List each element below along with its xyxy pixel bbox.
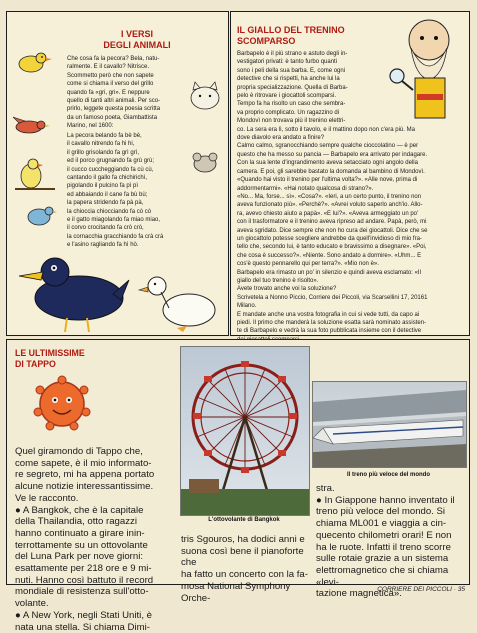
verse-line: il cavallo nitrendo fa hi hi,: [67, 141, 135, 148]
intro-line: Marino, nel 1600:: [67, 123, 114, 130]
mystery-line: piedi. Il primo che manderà la soluzione esatta sarà nominato assisten-: [237, 320, 427, 326]
verse-line: e l'asino ragliando fa hì hò.: [67, 242, 139, 249]
tappo-line: treno più veloce del mondo. Si: [316, 506, 446, 518]
tappo-line: ha fatto un concerto con la fa-: [181, 569, 308, 581]
mystery-title: [237, 25, 387, 46]
tappo-column-left: [15, 446, 177, 633]
mystery-line: Mondovì non trovava più il trenino elettri-: [237, 118, 346, 125]
tappo-line: ● A Bangkok, che è la capitale: [15, 504, 144, 516]
mystery-line: che cosa è successo?». «Niente. Sono andato a dormire». «Uhm... E: [237, 252, 422, 259]
verse-line: cantando il gallo fa chichirichì,: [67, 175, 148, 182]
crow-and-goose-illustration: [17, 250, 222, 334]
mystery-line: te di Barbapelo e vedrà la sua foto pubblicata insieme con il detective: [237, 328, 422, 335]
ferris-wheel-photo: [180, 346, 310, 516]
mystery-line: Barbapelo è il più strano e astuto degli in-: [237, 51, 348, 57]
tappo-line: tazione magnetica».: [316, 588, 402, 600]
tappo-line: chiama ML001 e viaggia a cin-: [316, 518, 447, 530]
tappo-line: re segreto, mi ha appena portato: [15, 469, 155, 481]
mystery-line: detective che si rispetti, ha anche lui la: [237, 76, 340, 83]
intro-line: Scommetto però che non sapete: [67, 72, 154, 79]
animal-verses-title-line2: DEGLI ANIMALI: [103, 39, 171, 50]
train-icon: [313, 382, 466, 467]
mystery-title-line2: SCOMPARSO: [237, 35, 296, 46]
verse-line: il corvo crocitando fa crò crò,: [67, 225, 144, 232]
verse-line: il cucco cuccheggiando fa cù cù,: [67, 166, 154, 173]
verse-line: e il gatto miagolando fa miao miao,: [67, 217, 161, 224]
tappo-line: Quel giramondo di Tappo che,: [15, 446, 143, 457]
mystery-title-line1: IL GIALLO DEL TRENINO: [237, 25, 345, 35]
intro-line: ralmente. E il cavallo? Nitrisce.: [67, 64, 150, 71]
verse-line: pigolando il pulcino fa pì pì: [67, 183, 139, 190]
tappo-line: Ve le racconto.: [15, 492, 79, 504]
mystery-line: ra, avevo chiesto aiuto a papà». «E lui?». «Aveva armeggiato un po': [237, 210, 419, 217]
mystery-line: Barbapelo era rimasto un po' in silenzio e quindi aveva esclamato: «Il: [237, 269, 421, 276]
tappo-title-line2: DI TAPPO: [15, 359, 56, 369]
tappo-line: nata una stella. Si chiama Dimi-: [15, 621, 150, 633]
tappo-line: elettromagnetico che si chiama «levi-: [316, 564, 449, 588]
intro-line: da un famoso poeta, Giambattista: [67, 114, 158, 121]
mystery-line: camera. E poi, gli sarebbe bastato la domanda al bambino di Mondovì.: [237, 168, 425, 175]
goose-icon: [139, 277, 215, 332]
mystery-line: cos'è questo pennarello qui per terra?». «Mio non è».: [237, 261, 379, 268]
mystery-line: vestigatori privati: è tanto furbo quanti: [237, 59, 338, 66]
mystery-panel: [230, 11, 470, 336]
mystery-line: «Quando hai visto il trenino per l'ultima volta?». «Alle nove, prima di: [237, 177, 418, 184]
tappo-line: ha le ruote. Infatti il treno scorre: [316, 541, 451, 553]
mystery-line: «No... Ma, forse... sì». «Cosa?». «Ieri, a un certo punto, il trenino non: [237, 193, 422, 200]
tappo-line: mondiale di resistenza sull'otto-: [15, 586, 149, 598]
mystery-line: propria specializzazione. Quella di Barba-: [237, 84, 348, 91]
tappo-line: ● In Giappone hanno inventato il: [316, 494, 455, 506]
verse-line: ed il porco grugnando fa grù grù;: [67, 158, 155, 165]
tappo-line: come sapete, è il mio informato-: [15, 457, 152, 469]
animal-verses-title: [77, 29, 197, 50]
verse-line: La pecora belando fa bè bè,: [67, 133, 142, 139]
mystery-line: Avete trovato anche voi la soluzione?: [237, 286, 337, 293]
tappo-line: mosa National Symphony Orche-: [181, 580, 291, 604]
tappo-line: tris Sgouros, ha dodici anni e: [181, 534, 305, 545]
train-photo: [312, 381, 467, 468]
mystery-line: E mandate anche una vostra fotografia in cui si vede tutti, da capo ai: [237, 311, 420, 318]
mystery-line: con il trasformatore e il trenino aveva ripreso ad andare. Papà, però, mi: [237, 219, 427, 226]
tappo-column-right: [316, 483, 466, 600]
tappo-line: del Luna Park per nove giorni:: [15, 551, 143, 563]
intro-line: prirlo, leggete questa poesia scritta: [67, 106, 161, 113]
tappo-line: sulle rotaie grazie a un sistema: [316, 553, 449, 565]
tappo-line: stra.: [316, 483, 335, 494]
mystery-line: un giocattolo potesse scegliere andrebbe da quell'invidioso di mio fra-: [237, 235, 422, 242]
ferris-wheel-icon: [181, 347, 309, 515]
crow-icon: [19, 258, 129, 332]
animal-verses-intro: [67, 55, 199, 131]
verse-line: il grillo grisolando fa grì grì,: [67, 149, 140, 156]
mystery-line: tello che, secondo lui, è tanto educato e bravissimo a disegnare». «Poi,: [237, 244, 427, 251]
tappo-line: nuti. Hanno così battuto il record: [15, 574, 154, 586]
intro-line: quando fa «gri, gri». E neppure: [67, 89, 150, 96]
page-footer: CORRIERE DEI PICCOLI · 35: [377, 586, 465, 593]
tappo-line: suona così bene il pianoforte che: [181, 545, 304, 569]
mystery-line: aveva funzionato più». «Perché?». «Avrei voluto saperlo anch'io. Allo-: [237, 202, 423, 209]
tappo-line: hanno continuato a girare inin-: [15, 527, 145, 539]
tappo-line: della Thailandia, otto ragazzi: [15, 516, 137, 528]
mystery-line: Milano.: [237, 303, 257, 310]
mystery-line: Calmo calmo, sgranocchiando sempre qualche cioccolatino — è per: [237, 143, 419, 150]
tappo-title-line1: LE ULTIMISSIME: [15, 348, 85, 358]
mystery-line: Con la sua lente d'ingrandimento aveva setacciato ogni angolo della: [237, 160, 418, 167]
animal-verses-poem: [67, 132, 199, 250]
intro-line: Che cosa fa la pecora? Bela, natu-: [67, 56, 160, 62]
tappo-character-illustration: [29, 374, 95, 438]
tappo-line: alcune notizie interessantissime.: [15, 481, 154, 493]
mystery-line: dove diavolo era andato a finire?: [237, 135, 325, 142]
mystery-line: pelo è ritrovare i giocattoli scomparsi.: [237, 93, 337, 100]
animal-verses-title-line1: I VERSI: [120, 29, 153, 39]
verse-line: la cornacchia gracchiando fa crà crà: [67, 233, 164, 240]
mystery-line: va proprio complicato. Un ragazzino di: [237, 109, 340, 116]
verse-line: la chioccia chiocciando fa cò cò: [67, 208, 152, 215]
animal-verses-panel: [6, 11, 229, 336]
verse-line: la papera stridendo fa pà pà,: [67, 200, 144, 207]
mystery-line: giallo del tuo trenino è risolto».: [237, 277, 319, 284]
yellow-bird-icon: [19, 53, 52, 72]
mystery-line: sono i peli della sua barba. E, come ogni: [237, 67, 346, 74]
tappo-line: esattamente per 218 ore e 9 mi-: [15, 563, 152, 575]
tappo-line: terrottamente su un ottovolante: [15, 539, 148, 551]
intro-line: quello di tanti altri animali. Per sco-: [67, 98, 161, 105]
tappo-line: quecento chilometri orari! E non: [316, 529, 452, 541]
flying-bird-icon: [13, 117, 50, 133]
ferris-wheel-caption: L'ottovolante di Bangkok: [208, 517, 280, 523]
tappo-title: [15, 348, 115, 370]
mystery-line: aveva sgridato. Dice sempre che non ho cura dei giocattoli. Dice che se: [237, 227, 428, 234]
perched-bird-icon: [15, 159, 55, 189]
verse-line: ed abbaiando il cane fa bù bù;: [67, 191, 148, 198]
intro-line: come si chiama il verso del grillo: [67, 81, 154, 88]
mystery-line: questo che ha messo su pancia — Barbapelo era arrivato per indagare.: [237, 151, 428, 158]
mystery-line: Scrivetela a Nonno Piccio, Corriere dei Piccoli, via Scarsellini 17, 20161: [237, 294, 428, 301]
train-caption: Il treno più veloce del mondo: [346, 472, 430, 478]
tappo-line: volante.: [15, 598, 49, 610]
mystery-line: co. La sera era lì, sotto il tavolo, e il mattino dopo non c'era più. Ma: [237, 126, 415, 133]
mystery-text: [237, 50, 463, 344]
tappo-column-middle: [181, 534, 311, 604]
mystery-line: addormentarmi». «Hai notato qualcosa di strano?».: [237, 185, 374, 192]
tappo-line: ● A New York, negli Stati Uniti, è: [15, 609, 152, 621]
blue-bird-icon: [28, 207, 57, 225]
mystery-line: Tempo fa ha risolto un caso che sembra-: [237, 101, 346, 108]
